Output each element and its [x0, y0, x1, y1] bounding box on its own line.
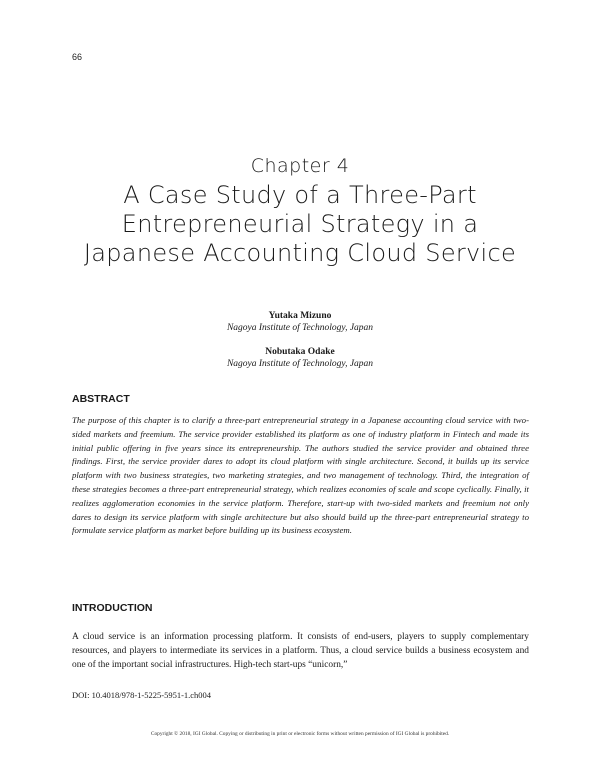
page-number: 66 — [72, 52, 83, 62]
author-affiliation: Nagoya Institute of Technology, Japan — [226, 359, 374, 369]
author-name: Nobutaka Odake — [265, 347, 335, 357]
author-affiliation: Nagoya Institute of Technology, Japan — [226, 323, 374, 333]
abstract-heading: ABSTRACT — [72, 393, 130, 405]
author-name: Yutaka Mizuno — [268, 311, 332, 321]
copyright-notice: Copyright © 2018, IGI Global. Copying or distributing in print or electronic forms without written permission of IGI Global is prohibited. — [150, 731, 450, 737]
abstract-text: The purpose of this chapter is to clarify a three-part entrepreneurial strategy in a Japanese accounting cloud service with two-sided markets and freemium. The service provider established its platform as one of industry platform in Fintech and made its initial public offering in five years since its entrepreneurship. The authors studied the service provider and obtained three findings. First, the service provider dares to adopt its cloud platform with single architecture. Second, it builds up its service platform with two business strategies, two marketing strategies, and two management of technology. Third, the integration of these strategies becomes a three-part entrepreneurial strategy, which realizes economies of scale and scope cyclically. Finally, it realizes agglomeration economies in the service platform. Therefore, start-up with two-sided markets and freemium not only dares to design its service platform with single architecture but also should build up the three-part entrepreneurial strategy to formulate service platform as market before building up its business ecosystem. — [72, 415, 529, 536]
introduction-heading: INTRODUCTION — [72, 602, 153, 614]
introduction-text: A cloud service is an information processing platform. It consists of end-users, players to supply complementary resources, and players to intermediate its services in a platform. Thus, a cloud service builds a business ecosystem and one of the important social infrastructures. High-tech start-ups “unicorn,” — [72, 632, 529, 671]
doi: DOI: 10.4018/978-1-5225-5951-1.ch004 — [72, 690, 212, 700]
chapter-title: A Case Study of a Three-Part Entrepreneurial Strategy in a Japanese Accounting Cloud Service — [83, 181, 517, 267]
chapter-label: Chapter 4 — [250, 155, 350, 177]
